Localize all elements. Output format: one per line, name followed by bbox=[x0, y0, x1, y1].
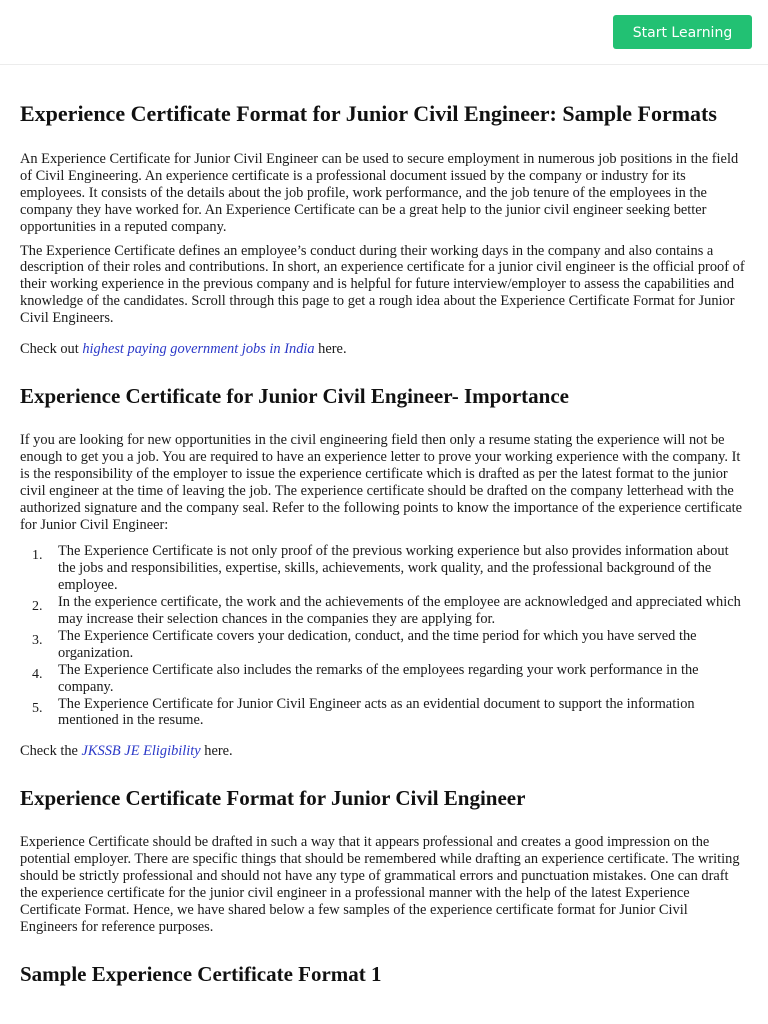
article bbox=[20, 98, 748, 988]
intro-paragraph-1: An Experience Certificate for Junior Civil Engineer can be used to secure employment in numerous job positions in the field of Civil Engineering. An experience certificate is a professional document issued by the company or industry for its employees. It consists of the details about the job profile, work performance, and the job tenure of the employees in the company they have worked for. An Experience Certificate can be a great help to the junior civil engineer seeking better opportunities in a reputed company. bbox=[20, 151, 739, 235]
list-item-text: The Experience Certificate covers your dedication, conduct, and the time period for which you have served the organization. bbox=[58, 627, 697, 661]
start-learning-button[interactable]: Start Learning bbox=[613, 15, 752, 49]
list-item-number: 4. bbox=[32, 666, 43, 682]
jkssb-je-eligibility-link[interactable]: JKSSB JE Eligibility bbox=[81, 743, 201, 760]
importance-paragraph: If you are looking for new opportunities in the civil engineering field then only a resume stating the experience will not be enough to get you a job. You are required to have an experience letter to prove your working experience with the company. It is the responsibility of the employer to issue the experience certificate which is drafted as per the latest format to the junior civil engineer at the time of leaving the job. The experience certificate should be drafted on the company letterhead with the authorized signature and the company seal. Refer to the following points to know the importance of the experience certificate for Junior Civil Engineer: bbox=[20, 431, 743, 533]
list-item-number: 1. bbox=[32, 548, 43, 564]
list-item-number: 5. bbox=[32, 700, 43, 716]
list-item-number: 3. bbox=[32, 632, 43, 648]
check-out-prefix: Check out bbox=[20, 341, 83, 358]
importance-heading: Experience Certificate for Junior Civil Engineer- Importance bbox=[20, 383, 569, 408]
list-item bbox=[20, 628, 748, 662]
intro-paragraph-2: The Experience Certificate defines an employee’s conduct during their working days in the company and also contains a description of their roles and contributions. In short, an experience certificate for a junior civil engineer is the official proof of their working experience in the previous company and is helpful for future interview/employer to assess the capabilities and knowledge of the candidates. Scroll through this page to get a rough idea about the Experience Certificate Format for Junior Civil Engineers. bbox=[20, 242, 745, 327]
list-item-text: The Experience Certificate also includes the remarks of the employees regarding your work performance in the company. bbox=[58, 661, 699, 695]
top-bar bbox=[0, 0, 768, 65]
list-item bbox=[20, 662, 748, 696]
list-item bbox=[20, 594, 748, 628]
list-item-text: The Experience Certificate for Junior Civil Engineer acts as an evidential document to support the information mentioned in the resume. bbox=[58, 695, 695, 729]
government-jobs-link[interactable]: highest paying government jobs in India bbox=[82, 341, 315, 358]
sample-format-1-heading: Sample Experience Certificate Format 1 bbox=[20, 961, 382, 986]
importance-list bbox=[20, 543, 748, 729]
check-eligibility-line bbox=[20, 743, 748, 760]
list-item-text: In the experience certificate, the work and the achievements of the employee are acknowledged and appreciated which may increase their selection chances in the companies they are applying for. bbox=[58, 594, 741, 628]
format-heading: Experience Certificate Format for Junior Civil Engineer bbox=[20, 786, 526, 811]
check-out-line bbox=[20, 341, 748, 358]
page-title: Experience Certificate Format for Junior Civil Engineer: Sample Formats bbox=[20, 101, 717, 126]
format-paragraph: Experience Certificate should be drafted in such a way that it appears professional and creates a good impression on the potential employer. There are specific things that should be remembered while drafting an experience certificate. The writing should be strictly professional and should not have any type of grammatical errors and punctuation mistakes. One can draft the experience certificate for the junior civil engineer in a professional manner with the help of the latest Experience Certificate Format. Hence, we have shared below a few samples of the experience certificate format for Junior Civil Engineers for reference purposes. bbox=[20, 834, 740, 935]
check-out-suffix: here. bbox=[314, 341, 347, 358]
list-item bbox=[20, 543, 748, 594]
list-item-text: The Experience Certificate is not only proof of the previous working experience but also provides information about the jobs and responsibilities, expertise, skills, achievements, work quality, and the professional background of the employee. bbox=[58, 543, 729, 594]
check-eligibility-prefix: Check the bbox=[20, 743, 82, 760]
list-item-number: 2. bbox=[32, 599, 43, 615]
check-eligibility-suffix: here. bbox=[200, 743, 233, 760]
list-item bbox=[20, 696, 748, 730]
